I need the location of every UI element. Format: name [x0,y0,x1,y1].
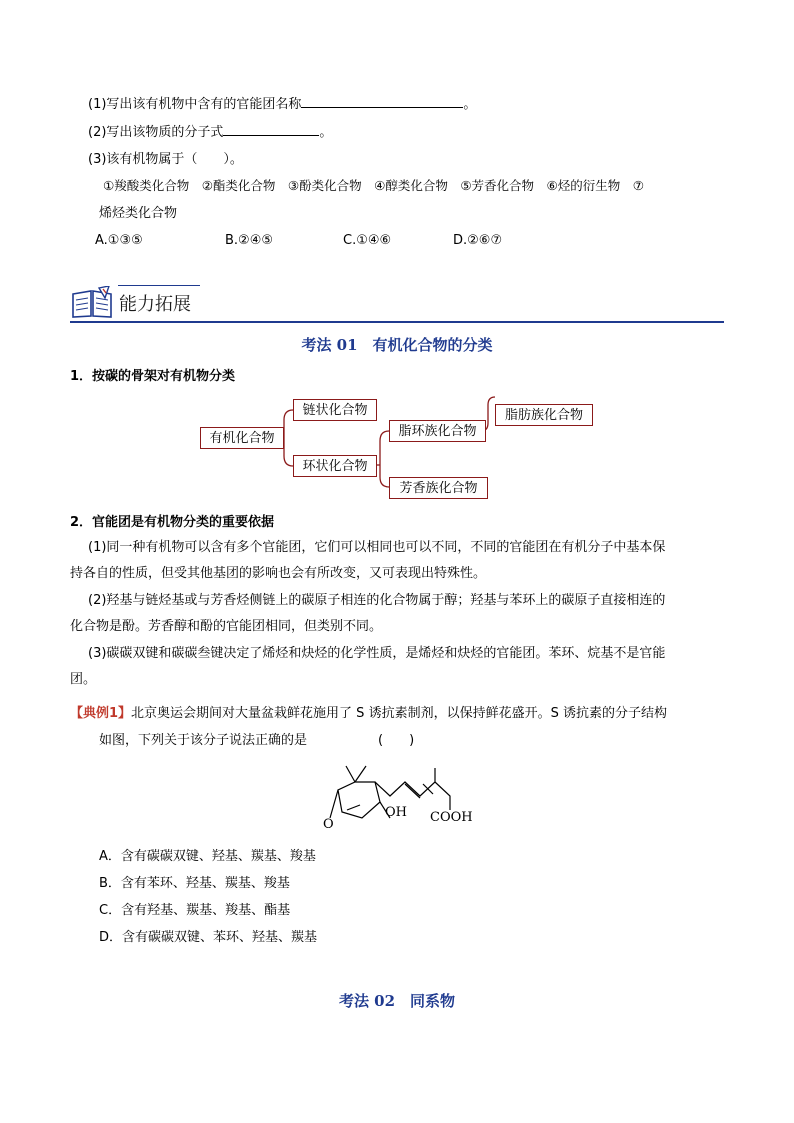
example-1-option-c[interactable]: C．含有羟基、羰基、羧基、酯基 [99,903,291,918]
choice-a[interactable]: A.①③⑤ [95,233,143,248]
method-02-title: 考法 02 同系物 [338,992,456,1010]
banner [70,282,724,324]
banner-title: 能力拓展 [119,294,191,315]
question-1-end: 。 [463,97,477,112]
item-1-heading: 1．按碳的骨架对有机物分类 [70,369,236,384]
question-3-choices [0,232,794,250]
example-1-stem-text: 北京奥运会期间对大量盆栽鲜花施用了 S 诱抗素制剂，以保持鲜花盛开。S 诱抗素的分子结构 [131,706,667,721]
example-1-option-a[interactable]: A．含有碳碳双键、羟基、羰基、羧基 [99,849,316,864]
tree-node-alicyclic: 脂环族化合物 [389,420,486,442]
tree-node-chain: 链状化合物 [293,399,377,421]
question-2-text: (2)写出该物质的分子式 [88,125,224,140]
answer-blank-2[interactable] [223,123,319,136]
example-1-option-d[interactable]: D．含有碳碳双键、苯环、羟基、羰基 [99,930,318,945]
molecule-label-o: O [323,817,334,832]
choice-d[interactable]: D.②⑥⑦ [453,233,503,248]
tree-node-aromatic: 芳香族化合物 [389,477,488,499]
molecule-label-oh: OH [385,805,407,820]
banner-top-line [118,285,200,286]
tree-node-ring: 环状化合物 [293,455,377,477]
choice-c[interactable]: C.①④⑥ [343,233,392,248]
paragraph-2-line1: (2)羟基与链烃基或与芳香烃侧链上的碳原子相连的化合物属于醇；羟基与苯环上的碳原子直接相连的 [88,593,666,608]
paragraph-3-line2: 团。 [70,672,97,687]
example-1-stem-line1 [70,705,667,723]
choice-b[interactable]: B.②④⑤ [225,233,274,248]
tree-node-root: 有机化合物 [200,427,284,449]
question-2 [88,123,332,142]
tree-node-aliphatic: 脂肪族化合物 [495,404,593,426]
example-1-tag: 【典例1】 [70,706,132,721]
question-1-text: (1)写出该有机物中含有的官能团名称 [88,97,302,112]
question-3: (3)该有机物属于（ ）。 [88,152,243,167]
banner-bottom-line [70,321,724,323]
book-icon [70,286,114,320]
item-2-heading: 2．官能团是有机物分类的重要依据 [70,515,275,530]
question-1 [88,95,476,114]
paragraph-2-line2: 化合物是酚。芳香醇和酚的官能团相同，但类别不同。 [70,619,383,634]
example-1-stem-line2: 如图，下列关于该分子说法正确的是 [99,733,308,748]
answer-blank-1[interactable] [301,95,463,108]
example-1-answer-paren[interactable]: ( ) [378,733,415,748]
method-01-title: 考法 01 有机化合物的分类 [301,336,493,354]
paragraph-1-line1: (1)同一种有机物可以含有多个官能团，它们可以相同也可以不同，不同的官能团在有机分子中基本保 [88,540,666,555]
question-2-end: 。 [319,125,333,140]
example-1-option-b[interactable]: B．含有苯环、羟基、羰基、羧基 [99,876,290,891]
paragraph-1-line2: 持各自的性质，但受其他基团的影响也会有所改变，又可表现出特殊性。 [70,566,487,581]
question-3-options-line2: 烯烃类化合物 [99,206,178,221]
molecule-label-cooh: COOH [430,810,473,825]
question-3-options-line1: ①羧酸类化合物 ②酯类化合物 ③酚类化合物 ④醇类化合物 ⑤芳香化合物 ⑥烃的衍生物 ⑦ [103,178,644,193]
paragraph-3-line1: (3)碳碳双键和碳碳叁键决定了烯烃和炔烃的化学性质，是烯烃和炔烃的官能团。苯环、烷基不是官能 [88,646,666,661]
